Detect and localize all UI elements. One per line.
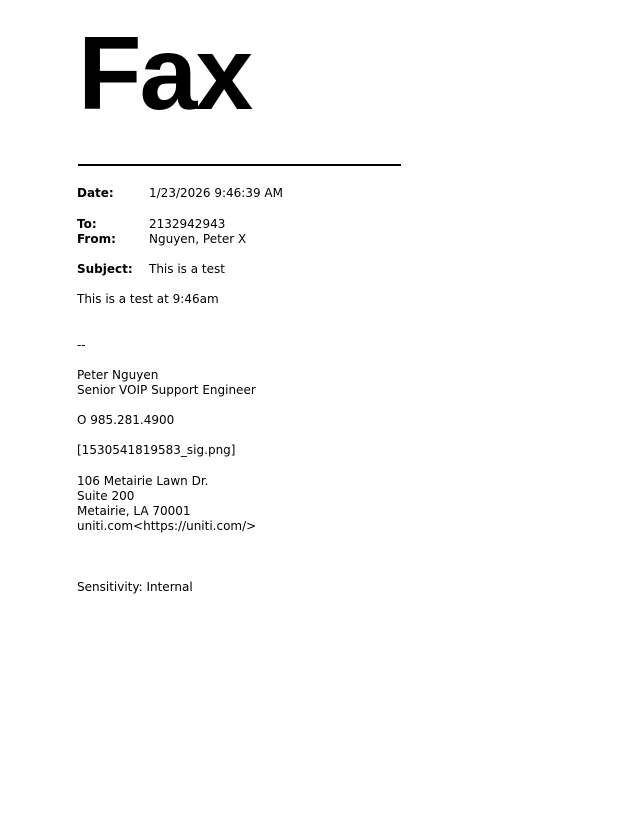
to-value: 2132942943	[149, 217, 226, 231]
date-label: Date:	[77, 186, 114, 200]
address-line-1: 106 Metairie Lawn Dr.	[77, 474, 209, 488]
signature-image-placeholder: [1530541819583_sig.png]	[77, 443, 236, 457]
subject-value: This is a test	[149, 262, 225, 276]
signature-title: Senior VOIP Support Engineer	[77, 383, 256, 397]
subject-row	[77, 262, 225, 277]
fax-title: Fax	[78, 16, 252, 132]
signature-name: Peter Nguyen	[77, 368, 159, 382]
website-text: uniti.com<https://uniti.com/>	[77, 519, 257, 533]
message-text: This is a test at 9:46am	[77, 292, 219, 306]
signature-phone: O 985.281.4900	[77, 413, 175, 427]
from-value: Nguyen, Peter X	[149, 232, 247, 246]
from-row	[77, 232, 246, 247]
from-label: From:	[77, 232, 116, 246]
date-row	[77, 186, 283, 201]
address-line-3: Metairie, LA 70001	[77, 504, 191, 518]
to-label: To:	[77, 217, 97, 231]
signature-separator: --	[77, 338, 86, 352]
to-row	[77, 217, 225, 232]
address-line-2: Suite 200	[77, 489, 135, 503]
subject-label: Subject:	[77, 262, 133, 276]
sensitivity-label: Sensitivity: Internal	[77, 580, 193, 594]
date-value: 1/23/2026 9:46:39 AM	[149, 186, 283, 200]
header-divider	[78, 164, 401, 166]
